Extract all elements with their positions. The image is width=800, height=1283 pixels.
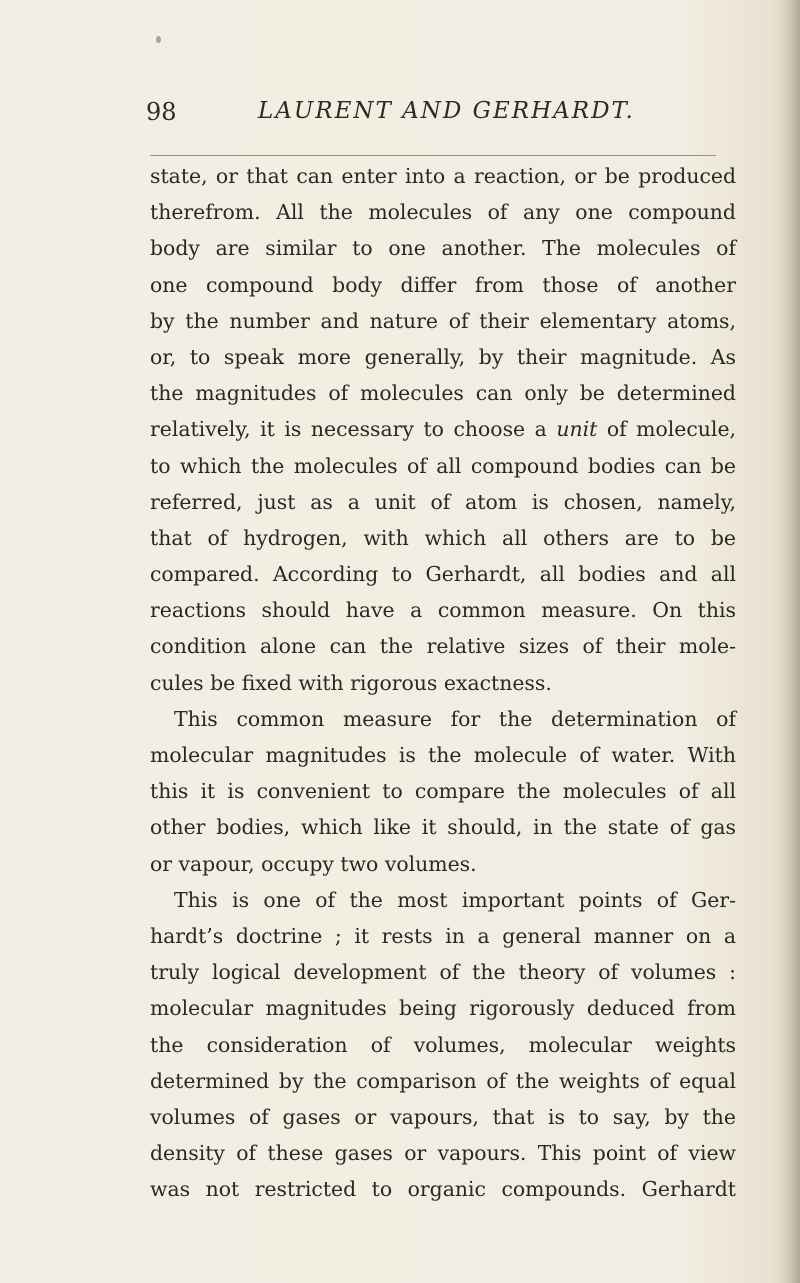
text-line: compared. According to Gerhardt, all bodies and all — [150, 562, 736, 587]
text-line: other bodies, which like it should, in the state of gas — [150, 815, 736, 840]
text-line: hardt’s doctrine ; it rests in a general manner on a — [150, 923, 736, 948]
header-rule — [150, 155, 716, 156]
text-line: This is one of the most important points of Ger- — [174, 887, 736, 912]
text-line: the magnitudes of molecules can only be determined — [150, 381, 736, 406]
text-line: determined by the comparison of the weights of equal — [150, 1068, 736, 1093]
text-line: cules be fixed with rigorous exactness. — [150, 670, 552, 695]
text-line: the consideration of volumes, molecular weights — [150, 1032, 736, 1057]
text-line: referred, just as a unit of atom is chosen, namely, — [150, 489, 736, 514]
text-line: state, or that can enter into a reaction, or be produced — [150, 164, 736, 188]
text-line: condition alone can the relative sizes of their mole- — [150, 634, 736, 659]
text-line — [150, 411, 736, 447]
text-line: body are similar to one another. The molecules of — [150, 236, 736, 261]
text-line: molecular magnitudes being rigorously deduced from — [150, 996, 736, 1021]
text-line: by the number and nature of their elementary atoms, — [150, 308, 736, 333]
text-line: therefrom. All the molecules of any one compound — [150, 200, 736, 225]
text-line: or, to speak more generally, by their magnitude. As — [150, 344, 736, 369]
text-line: This common measure for the determination of — [174, 706, 736, 731]
text-line: molecular magnitudes is the molecule of water. With — [150, 743, 736, 767]
text-line: was not restricted to organic compounds. Gerhardt — [150, 1177, 736, 1202]
text-line: volumes of gases or vapours, that is to say, by the — [150, 1104, 736, 1129]
text-line: to which the molecules of all compound bodies can be — [150, 453, 736, 478]
text-span: of molecule, — [597, 417, 736, 442]
page-number: 98 — [146, 98, 177, 126]
paper-speck — [156, 36, 161, 43]
text-line: reactions should have a common measure. On this — [150, 598, 736, 623]
text-line: one compound body differ from those of another — [150, 272, 736, 297]
page-header — [146, 98, 746, 138]
body-text — [150, 158, 736, 1207]
italic-term: unit — [556, 417, 598, 442]
text-line: this it is convenient to compare the molecules of all — [150, 779, 736, 804]
text-line: truly logical development of the theory of volumes : — [150, 960, 736, 985]
text-line: that of hydrogen, with which all others are to be — [150, 525, 736, 550]
text-span: relatively, it is necessary to choose a — [150, 417, 557, 442]
text-line: or vapour, occupy two volumes. — [150, 851, 477, 876]
running-head: LAURENT AND GERHARDT. — [258, 98, 635, 124]
page-edge-shadow — [778, 0, 800, 1283]
text-line: density of these gases or vapours. This point of view — [150, 1141, 736, 1166]
